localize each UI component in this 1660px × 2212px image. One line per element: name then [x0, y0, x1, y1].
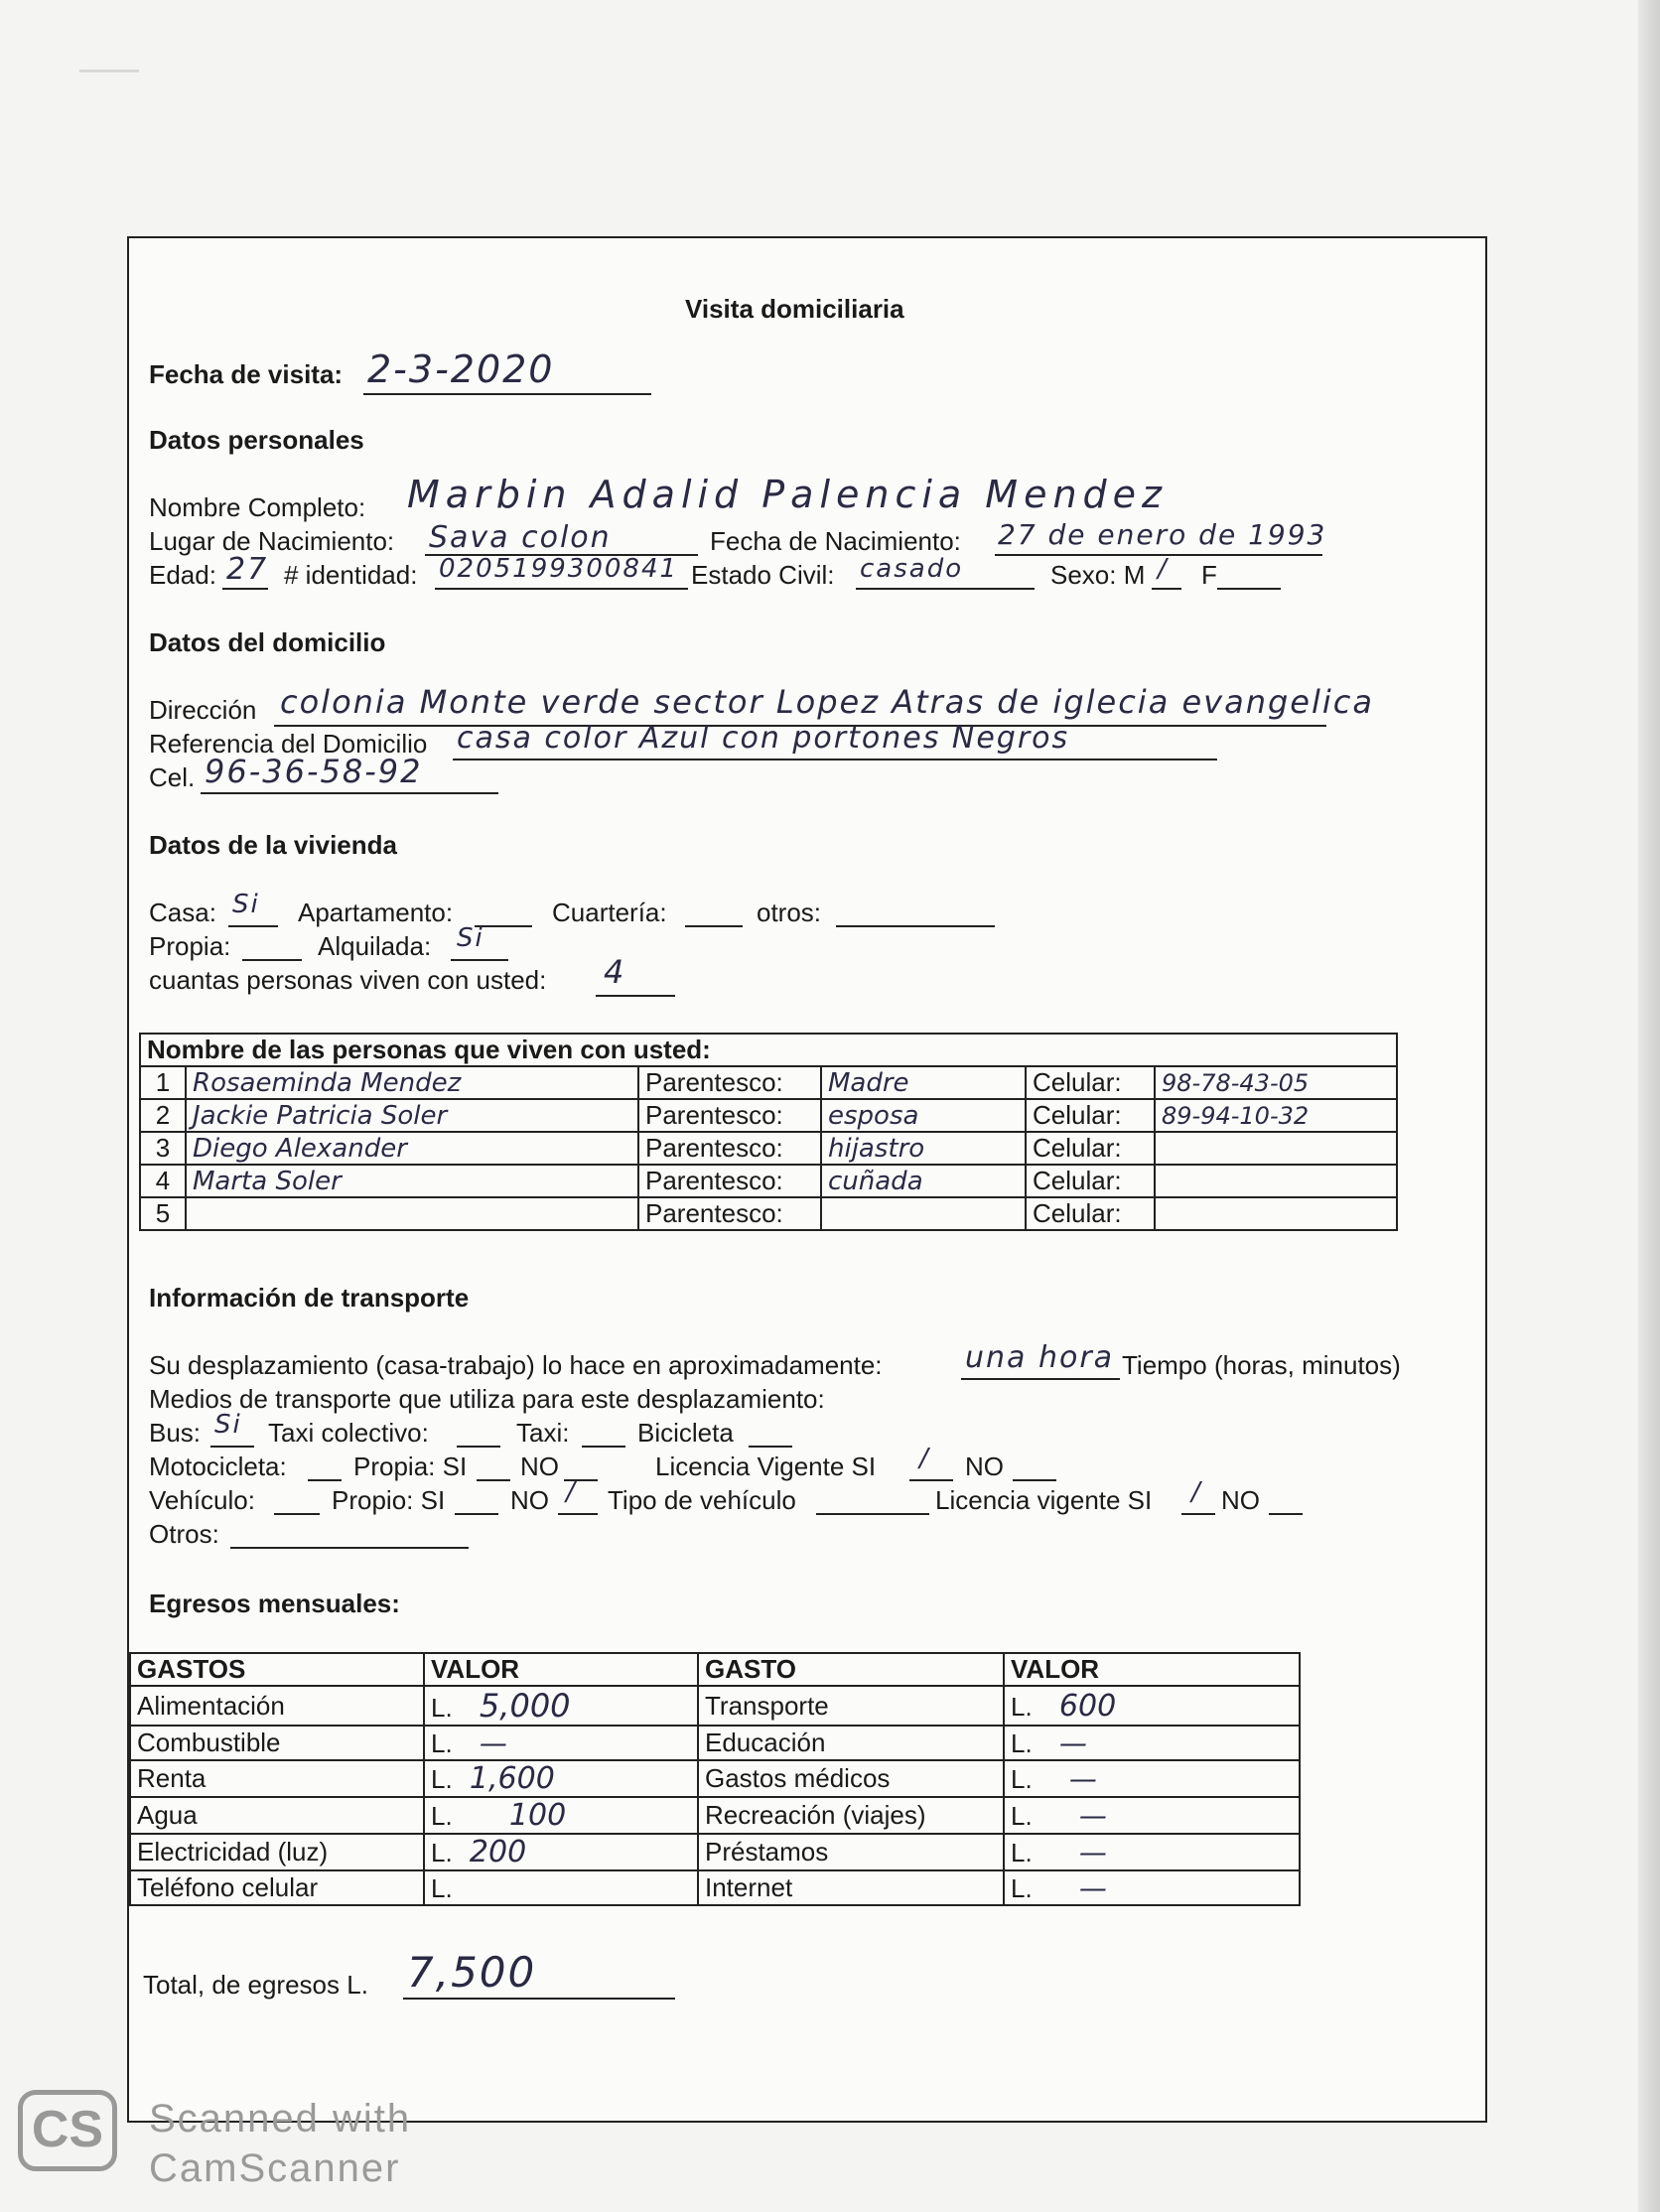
address-value: colonia Monte verde sector Lopez Atras de iglecia evangelica: [280, 683, 1374, 721]
cuarteria-label: Cuartería:: [552, 898, 667, 927]
casa-line: [228, 925, 278, 927]
taxi-line: [582, 1446, 625, 1448]
vehiculo-licencia-mark: /: [1191, 1477, 1202, 1507]
taxi-colectivo-line: [457, 1446, 500, 1448]
sex-f-label: F: [1201, 560, 1217, 590]
expense-name: Préstamos: [698, 1834, 1004, 1870]
currency-symbol: L.: [431, 1838, 453, 1867]
commute-label: Su desplazamiento (casa-trabajo) lo hace en aproximadamente:: [149, 1350, 883, 1380]
commute-suffix: Tiempo (horas, minutos): [1122, 1350, 1401, 1380]
sex-m-line: [1152, 588, 1181, 590]
tipo-vehiculo-line: [816, 1513, 929, 1515]
section-personal: Datos personales: [149, 425, 364, 455]
expense-value-cell: [424, 1870, 698, 1905]
section-housing: Datos de la vivienda: [149, 830, 397, 860]
expense-value: 100: [508, 1798, 567, 1833]
commute-value: una hora: [965, 1340, 1115, 1375]
expense-value: —: [1078, 1799, 1107, 1832]
vehiculo-licencia-no-line: [1269, 1513, 1303, 1515]
section-expenses: Egresos mensuales:: [149, 1589, 400, 1618]
name-value: Marbin Adalid Palencia Mendez: [407, 473, 1168, 516]
expense-value-cell: [424, 1686, 698, 1726]
section-transport: Información de transporte: [149, 1283, 470, 1313]
alquilada-value: Si: [457, 923, 484, 953]
tipo-vehiculo-label: Tipo de vehículo: [608, 1485, 796, 1515]
age-label: Edad:: [149, 560, 216, 590]
currency-symbol: L.: [431, 1764, 453, 1794]
expense-value: —: [1058, 1727, 1087, 1759]
currency-symbol: L.: [431, 1728, 453, 1758]
id-line: [435, 588, 688, 590]
expense-value: —: [1078, 1871, 1107, 1904]
taxi-colectivo-label: Taxi colectivo:: [268, 1418, 429, 1448]
alquilada-line: [451, 959, 508, 961]
age-value: 27: [226, 552, 269, 587]
commute-line: [961, 1378, 1120, 1380]
id-value: 0205199300841: [439, 554, 679, 584]
expense-value: —: [1078, 1836, 1107, 1868]
expense-value-cell: [1004, 1760, 1300, 1797]
birthplace-label: Lugar de Nacimiento:: [149, 526, 395, 556]
expense-name: Gastos médicos: [698, 1760, 1004, 1797]
table-row: [130, 1797, 1300, 1834]
bus-line: [210, 1446, 254, 1448]
currency-symbol: L.: [431, 1873, 453, 1903]
row-number: 3: [140, 1132, 186, 1165]
id-label: # identidad:: [284, 560, 418, 590]
relationship-value: Madre: [821, 1066, 1026, 1099]
cellphone-value: 89-94-10-32: [1155, 1099, 1397, 1132]
expense-value-cell: [424, 1760, 698, 1797]
apto-label: Apartamento:: [298, 898, 454, 927]
form-frame: [127, 236, 1487, 2123]
table-row: [140, 1132, 1397, 1165]
expense-value-cell: [1004, 1797, 1300, 1834]
sex-f-line: [1217, 588, 1281, 590]
moto-propia-label: Propia: SI: [353, 1452, 468, 1481]
expense-name: Educación: [698, 1726, 1004, 1760]
moto-no-label: NO: [520, 1452, 559, 1481]
expenses-table: [129, 1652, 1301, 1906]
expense-value-cell: [1004, 1870, 1300, 1905]
table-row: [130, 1870, 1300, 1905]
vehiculo-licencia-label: Licencia vigente SI: [935, 1485, 1153, 1515]
birthplace-value: Sava colon: [429, 520, 612, 555]
vehiculo-propio-line: [455, 1513, 498, 1515]
visit-date-line: [363, 393, 651, 395]
phone-label: Cel.: [149, 762, 196, 792]
person-name: Marta Soler: [186, 1165, 638, 1197]
cellphone-label: Celular:: [1026, 1165, 1155, 1197]
expense-name: Combustible: [130, 1726, 424, 1760]
expenses-header-gastos: GASTOS: [130, 1653, 424, 1686]
currency-symbol: L.: [1011, 1764, 1033, 1794]
expense-name: Electricidad (luz): [130, 1834, 424, 1870]
total-line: [403, 1998, 675, 2000]
otros-transport-label: Otros:: [149, 1519, 219, 1549]
person-name: [186, 1197, 638, 1230]
relationship-label: Parentesco:: [638, 1066, 821, 1099]
vehiculo-no-mark: /: [566, 1477, 577, 1507]
visit-date-value: 2-3-2020: [367, 347, 555, 391]
moto-propia-line: [477, 1479, 510, 1481]
expense-value-cell: [1004, 1834, 1300, 1870]
expense-value-cell: [1004, 1686, 1300, 1726]
currency-symbol: L.: [431, 1693, 453, 1723]
relationship-label: Parentesco:: [638, 1132, 821, 1165]
watermark-line-1: Scanned with: [149, 2097, 412, 2141]
cellphone-label: Celular:: [1026, 1132, 1155, 1165]
expenses-header-valor: VALOR: [424, 1653, 698, 1686]
expense-value-cell: [424, 1726, 698, 1760]
bicicleta-label: Bicicleta: [637, 1418, 734, 1448]
expense-value: 600: [1058, 1688, 1117, 1724]
cellphone-value: [1155, 1165, 1397, 1197]
expense-name: Renta: [130, 1760, 424, 1797]
relationship-label: Parentesco:: [638, 1099, 821, 1132]
people-table-header-row: [140, 1034, 1397, 1066]
expense-value-cell: [424, 1797, 698, 1834]
currency-symbol: L.: [431, 1801, 453, 1831]
relationship-label: Parentesco:: [638, 1197, 821, 1230]
propia-label: Propia:: [149, 931, 231, 961]
otros-transport-line: [230, 1547, 469, 1549]
means-label: Medios de transporte que utiliza para este desplazamiento:: [149, 1384, 825, 1414]
row-number: 4: [140, 1165, 186, 1197]
expense-value-cell: [424, 1834, 698, 1870]
name-label: Nombre Completo:: [149, 492, 366, 522]
moto-licencia-line: [909, 1479, 953, 1481]
table-row: [130, 1686, 1300, 1726]
table-row: [140, 1165, 1397, 1197]
birthdate-value: 27 de enero de 1993: [998, 518, 1327, 551]
casa-value: Si: [232, 890, 260, 919]
alquilada-label: Alquilada:: [318, 931, 432, 961]
people-table: [139, 1033, 1398, 1231]
expense-name: Teléfono celular: [130, 1870, 424, 1905]
currency-symbol: L.: [1011, 1838, 1033, 1867]
table-row: [130, 1760, 1300, 1797]
relationship-value: [821, 1197, 1026, 1230]
table-row: [130, 1834, 1300, 1870]
bicicleta-line: [749, 1446, 792, 1448]
vehiculo-licencia-line: [1181, 1513, 1215, 1515]
moto-licencia-label: Licencia Vigente SI: [655, 1452, 877, 1481]
moto-licencia-mark: /: [919, 1444, 930, 1473]
otros-housing-line: [836, 925, 995, 927]
vehiculo-line: [274, 1513, 320, 1515]
bus-label: Bus:: [149, 1418, 202, 1448]
person-name: Diego Alexander: [186, 1132, 638, 1165]
sex-m-mark: /: [1158, 554, 1169, 584]
camscanner-logo: CS: [18, 2090, 117, 2171]
people-table-header: Nombre de las personas que viven con usted:: [140, 1034, 1397, 1066]
people-count-value: 4: [604, 953, 626, 991]
casa-label: Casa:: [149, 898, 216, 927]
moto-licencia-no-line: [1013, 1479, 1056, 1481]
currency-symbol: L.: [1011, 1728, 1033, 1758]
moto-line: [308, 1479, 342, 1481]
cellphone-label: Celular:: [1026, 1099, 1155, 1132]
form-title: Visita domiciliaria: [685, 294, 904, 324]
table-row: [130, 1726, 1300, 1760]
person-name: Rosaeminda Mendez: [186, 1066, 638, 1099]
civil-label: Estado Civil:: [691, 560, 835, 590]
cellphone-label: Celular:: [1026, 1197, 1155, 1230]
civil-value: casado: [860, 554, 964, 584]
expenses-header-gasto: GASTO: [698, 1653, 1004, 1686]
table-row: [140, 1197, 1397, 1230]
row-number: 5: [140, 1197, 186, 1230]
moto-label: Motocicleta:: [149, 1452, 287, 1481]
vehiculo-no-label: NO: [510, 1485, 549, 1515]
birthdate-label: Fecha de Nacimiento:: [710, 526, 961, 556]
expense-name: Recreación (viajes): [698, 1797, 1004, 1834]
currency-symbol: L.: [1011, 1691, 1033, 1722]
section-home: Datos del domicilio: [149, 627, 386, 657]
scan-smudge: [79, 69, 139, 72]
phone-value: 96-36-58-92: [205, 753, 423, 790]
expense-value: 200: [469, 1835, 527, 1869]
cellphone-value: [1155, 1132, 1397, 1165]
currency-symbol: L.: [1011, 1873, 1033, 1903]
expenses-header-row: [130, 1653, 1300, 1686]
vehiculo-propio-label: Propio: SI: [332, 1485, 446, 1515]
reference-value: casa color Azul con portones Negros: [457, 721, 1070, 756]
propia-line: [242, 959, 302, 961]
address-label: Dirección: [149, 695, 257, 725]
expenses-header-valor-2: VALOR: [1004, 1653, 1300, 1686]
expense-name: Internet: [698, 1870, 1004, 1905]
page-edge-shadow: [1638, 0, 1660, 2212]
row-number: 2: [140, 1099, 186, 1132]
expense-name: Transporte: [698, 1686, 1004, 1726]
cellphone-value: [1155, 1197, 1397, 1230]
row-number: 1: [140, 1066, 186, 1099]
watermark-line-2: CamScanner: [149, 2146, 401, 2190]
expense-value: 5,000: [479, 1687, 571, 1725]
total-value: 7,500: [407, 1948, 537, 1997]
expense-name: Alimentación: [130, 1686, 424, 1726]
phone-line: [201, 792, 498, 794]
age-line: [222, 588, 268, 590]
expense-name: Agua: [130, 1797, 424, 1834]
vehiculo-licencia-no-label: NO: [1221, 1485, 1260, 1515]
expense-value: —: [479, 1727, 507, 1759]
otros-housing-label: otros:: [757, 898, 822, 927]
reference-line: [453, 759, 1217, 760]
relationship-value: hijastro: [821, 1132, 1026, 1165]
civil-line: [856, 588, 1035, 590]
currency-symbol: L.: [1011, 1801, 1033, 1831]
cellphone-label: Celular:: [1026, 1066, 1155, 1099]
visit-date-label: Fecha de visita:: [149, 359, 344, 389]
expense-value: —: [1068, 1762, 1097, 1795]
cellphone-value: 98-78-43-05: [1155, 1066, 1397, 1099]
taxi-label: Taxi:: [516, 1418, 570, 1448]
total-label: Total, de egresos L.: [143, 1970, 368, 2000]
people-count-line: [596, 995, 675, 997]
expense-value-cell: [1004, 1726, 1300, 1760]
table-row: [140, 1099, 1397, 1132]
sex-label: Sexo: M: [1050, 560, 1146, 590]
cuarteria-line: [685, 925, 743, 927]
person-name: Jackie Patricia Soler: [186, 1099, 638, 1132]
vehiculo-no-line: [558, 1513, 598, 1515]
relationship-label: Parentesco:: [638, 1165, 821, 1197]
vehiculo-label: Vehículo:: [149, 1485, 255, 1515]
moto-licencia-no-label: NO: [965, 1452, 1004, 1481]
relationship-value: esposa: [821, 1099, 1026, 1132]
bus-value: Si: [214, 1410, 242, 1440]
expense-value: 1,600: [469, 1761, 555, 1796]
relationship-value: cuñada: [821, 1165, 1026, 1197]
table-row: [140, 1066, 1397, 1099]
people-count-label: cuantas personas viven con usted:: [149, 965, 547, 995]
reference-label: Referencia del Domicilio: [149, 729, 428, 759]
